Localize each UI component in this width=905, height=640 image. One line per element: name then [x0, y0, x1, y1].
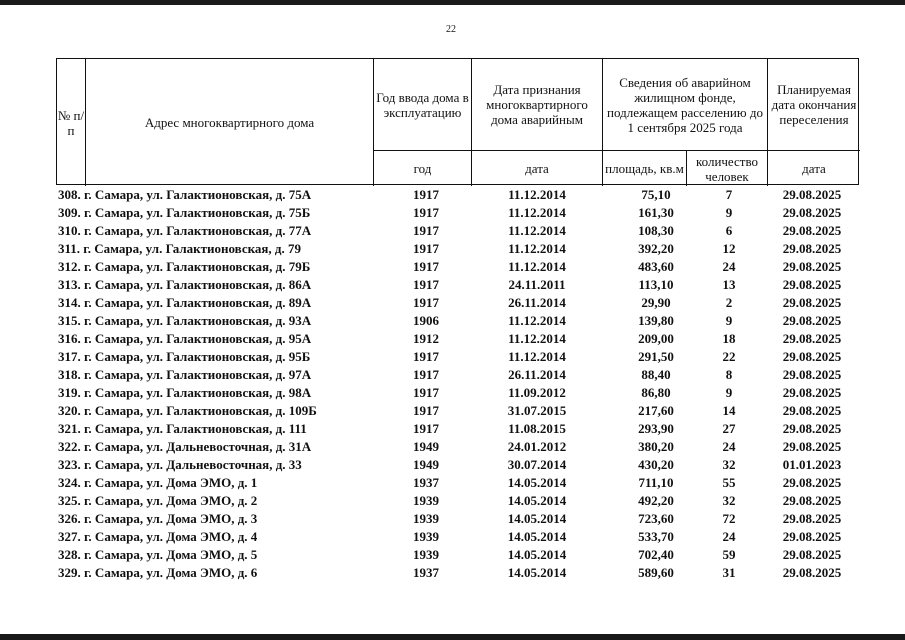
cell-end-date: 29.08.2025 — [782, 385, 842, 400]
cell-people: 24 — [722, 439, 736, 454]
table-row — [56, 204, 862, 222]
cell-end-date: 29.08.2025 — [782, 367, 842, 382]
cell-end-date: 29.08.2025 — [782, 205, 842, 220]
cell-people: 31 — [722, 565, 736, 580]
cell-year: 1917 — [413, 205, 439, 220]
cell-area: 380,20 — [638, 439, 674, 454]
cell-date: 14.05.2014 — [507, 493, 567, 508]
subheader-area: площадь, кв.м — [605, 161, 684, 176]
cell-date: 14.05.2014 — [507, 529, 567, 544]
cell-area: 589,60 — [638, 565, 674, 580]
cell-address: 321. г. Самара, ул. Галактионовская, д. 111 — [58, 421, 307, 436]
cell-people: 22 — [722, 349, 736, 364]
table-row — [56, 456, 862, 474]
cell-end-date: 29.08.2025 — [782, 565, 842, 580]
cell-date: 24.11.2011 — [508, 277, 566, 292]
cell-end-date: 29.08.2025 — [782, 241, 842, 256]
cell-address: 311. г. Самара, ул. Галактионовская, д. 79 — [58, 241, 301, 256]
cell-year: 1917 — [413, 421, 439, 436]
cell-end-date: 29.08.2025 — [782, 277, 842, 292]
cell-people: 18 — [722, 331, 736, 346]
cell-end-date: 29.08.2025 — [782, 313, 842, 328]
cell-area: 291,50 — [638, 349, 674, 364]
cell-address: 310. г. Самара, ул. Галактионовская, д. 77А — [58, 223, 312, 238]
cell-address: 315. г. Самара, ул. Галактионовская, д. 93А — [58, 313, 312, 328]
table-row — [56, 186, 862, 204]
table-row — [56, 420, 862, 438]
cell-date: 14.05.2014 — [507, 511, 567, 526]
cell-date: 11.12.2014 — [508, 241, 566, 256]
cell-address: 316. г. Самара, ул. Галактионовская, д. 95А — [58, 331, 312, 346]
table-row — [56, 438, 862, 456]
table-row — [56, 240, 862, 258]
cell-address: 308. г. Самара, ул. Галактионовская, д. 75А — [58, 187, 312, 202]
cell-address: 317. г. Самара, ул. Галактионовская, д. 95Б — [58, 349, 311, 364]
cell-address: 329. г. Самара, ул. Дома ЭМО, д. 6 — [58, 565, 258, 580]
cell-area: 88,40 — [641, 367, 671, 382]
cell-end-date: 29.08.2025 — [782, 403, 842, 418]
cell-people: 27 — [722, 421, 736, 436]
cell-end-date: 29.08.2025 — [782, 295, 842, 310]
table-row — [56, 258, 862, 276]
cell-area: 492,20 — [638, 493, 674, 508]
table-body — [56, 186, 862, 582]
page-number: 22 — [446, 24, 456, 35]
table-row — [56, 312, 862, 330]
cell-area: 139,80 — [638, 313, 674, 328]
cell-end-date: 29.08.2025 — [782, 349, 842, 364]
cell-area: 108,30 — [638, 223, 674, 238]
cell-people: 72 — [722, 511, 736, 526]
cell-end-date: 29.08.2025 — [782, 187, 842, 202]
cell-year: 1917 — [413, 187, 439, 202]
cell-area: 702,40 — [638, 547, 674, 562]
cell-people: 32 — [722, 493, 736, 508]
cell-year: 1949 — [413, 457, 439, 472]
cell-end-date: 29.08.2025 — [782, 493, 842, 508]
cell-area: 293,90 — [638, 421, 674, 436]
cell-year: 1949 — [413, 439, 439, 454]
cell-year: 1912 — [413, 331, 439, 346]
table-row — [56, 546, 862, 564]
cell-year: 1939 — [413, 511, 439, 526]
table-row — [56, 402, 862, 420]
cell-address: 309. г. Самара, ул. Галактионовская, д. 75Б — [58, 205, 311, 220]
cell-date: 31.07.2015 — [507, 403, 567, 418]
cell-people: 12 — [722, 241, 736, 256]
table-row — [56, 330, 862, 348]
cell-area: 217,60 — [638, 403, 674, 418]
cell-end-date: 29.08.2025 — [782, 547, 842, 562]
table-row — [56, 222, 862, 240]
cell-year: 1917 — [413, 385, 439, 400]
scan-top-border — [0, 0, 905, 5]
table-row — [56, 294, 862, 312]
cell-year: 1906 — [413, 313, 439, 328]
table-row — [56, 384, 862, 402]
cell-area: 113,10 — [638, 277, 674, 292]
cell-year: 1937 — [413, 475, 439, 490]
cell-address: 323. г. Самара, ул. Дальневосточная, д. 33 — [58, 457, 302, 472]
cell-date: 11.12.2014 — [508, 331, 566, 346]
cell-area: 392,20 — [638, 241, 674, 256]
cell-area: 29,90 — [641, 295, 671, 310]
cell-address: 320. г. Самара, ул. Галактионовская, д. 109Б — [58, 403, 317, 418]
subheader-year: год — [413, 161, 432, 176]
cell-end-date: 29.08.2025 — [782, 475, 842, 490]
cell-people: 6 — [725, 223, 733, 238]
subheader-date: дата — [525, 161, 549, 176]
cell-area: 430,20 — [638, 457, 674, 472]
header-emergency-info: Сведения об аварийном жилищном фонде, подлежащем расселению до 1 сентября 2025 года — [607, 74, 763, 135]
cell-year: 1917 — [413, 277, 439, 292]
cell-date: 24.01.2012 — [507, 439, 567, 454]
cell-area: 483,60 — [638, 259, 674, 274]
cell-end-date: 29.08.2025 — [782, 511, 842, 526]
header-address: Адрес многоквартирного дома — [144, 115, 315, 130]
cell-address: 326. г. Самара, ул. Дома ЭМО, д. 3 — [58, 511, 258, 526]
cell-people: 13 — [722, 277, 736, 292]
cell-address: 322. г. Самара, ул. Дальневосточная, д. 31А — [58, 439, 312, 454]
cell-area: 86,80 — [641, 385, 671, 400]
cell-area: 209,00 — [638, 331, 674, 346]
cell-year: 1939 — [413, 547, 439, 562]
subheader-end-date: дата — [802, 161, 826, 176]
cell-address: 328. г. Самара, ул. Дома ЭМО, д. 5 — [58, 547, 258, 562]
cell-address: 327. г. Самара, ул. Дома ЭМО, д. 4 — [58, 529, 258, 544]
cell-date: 11.12.2014 — [508, 223, 566, 238]
header-date-recognition: Дата признания многоквартирного дома аварийным — [486, 82, 588, 127]
table-header — [56, 58, 859, 185]
cell-people: 8 — [725, 367, 733, 382]
cell-address: 318. г. Самара, ул. Галактионовская, д. 97А — [58, 367, 312, 382]
cell-year: 1917 — [413, 349, 439, 364]
cell-date: 26.11.2014 — [508, 367, 566, 382]
header-num: № п/п — [57, 107, 85, 138]
cell-date: 11.12.2014 — [508, 349, 566, 364]
cell-date: 14.05.2014 — [507, 565, 567, 580]
table-row — [56, 510, 862, 528]
cell-end-date: 29.08.2025 — [782, 223, 842, 238]
cell-end-date: 29.08.2025 — [782, 439, 842, 454]
cell-date: 11.08.2015 — [508, 421, 566, 436]
cell-people: 55 — [722, 475, 736, 490]
cell-end-date: 29.08.2025 — [782, 529, 842, 544]
table-row — [56, 492, 862, 510]
table-row — [56, 348, 862, 366]
cell-people: 59 — [722, 547, 736, 562]
cell-year: 1939 — [413, 493, 439, 508]
cell-area: 161,30 — [638, 205, 674, 220]
cell-area: 711,10 — [638, 475, 674, 490]
cell-year: 1917 — [413, 295, 439, 310]
cell-people: 7 — [725, 187, 733, 202]
cell-date: 14.05.2014 — [507, 475, 567, 490]
cell-date: 11.12.2014 — [508, 259, 566, 274]
cell-date: 11.12.2014 — [508, 205, 566, 220]
cell-address: 324. г. Самара, ул. Дома ЭМО, д. 1 — [58, 475, 258, 490]
cell-end-date: 29.08.2025 — [782, 259, 842, 274]
header-year: Год ввода дома в эксплуатацию — [376, 89, 469, 120]
cell-people: 9 — [725, 385, 733, 400]
cell-end-date: 29.08.2025 — [782, 331, 842, 346]
cell-people: 24 — [722, 259, 736, 274]
cell-date: 11.12.2014 — [508, 187, 566, 202]
cell-year: 1917 — [413, 403, 439, 418]
cell-area: 533,70 — [638, 529, 674, 544]
cell-address: 319. г. Самара, ул. Галактионовская, д. 98А — [58, 385, 312, 400]
header-planned-date: Планируемая дата окончания переселения — [771, 82, 857, 127]
cell-people: 2 — [725, 295, 733, 310]
cell-date: 30.07.2014 — [507, 457, 567, 472]
cell-year: 1937 — [413, 565, 439, 580]
cell-year: 1917 — [413, 223, 439, 238]
cell-end-date: 01.01.2023 — [782, 457, 842, 472]
subheader-people: количество человек — [695, 153, 759, 184]
cell-address: 314. г. Самара, ул. Галактионовская, д. 89А — [58, 295, 312, 310]
table-row — [56, 366, 862, 384]
cell-area: 75,10 — [641, 187, 671, 202]
table-row — [56, 528, 862, 546]
cell-area: 723,60 — [638, 511, 674, 526]
cell-date: 14.05.2014 — [507, 547, 567, 562]
cell-year: 1917 — [413, 241, 439, 256]
cell-people: 14 — [722, 403, 736, 418]
table-row — [56, 564, 862, 582]
cell-address: 312. г. Самара, ул. Галактионовская, д. 79Б — [58, 259, 311, 274]
cell-year: 1917 — [413, 259, 439, 274]
cell-people: 24 — [722, 529, 736, 544]
cell-year: 1939 — [413, 529, 439, 544]
table-row — [56, 276, 862, 294]
cell-people: 9 — [725, 313, 733, 328]
scan-bottom-border — [0, 634, 905, 640]
cell-people: 32 — [722, 457, 736, 472]
cell-address: 325. г. Самара, ул. Дома ЭМО, д. 2 — [58, 493, 258, 508]
cell-end-date: 29.08.2025 — [782, 421, 842, 436]
table-row — [56, 474, 862, 492]
cell-address: 313. г. Самара, ул. Галактионовская, д. 86А — [58, 277, 312, 292]
cell-people: 9 — [725, 205, 733, 220]
cell-date: 11.12.2014 — [508, 313, 566, 328]
cell-date: 11.09.2012 — [508, 385, 566, 400]
cell-date: 26.11.2014 — [508, 295, 566, 310]
cell-year: 1917 — [413, 367, 439, 382]
